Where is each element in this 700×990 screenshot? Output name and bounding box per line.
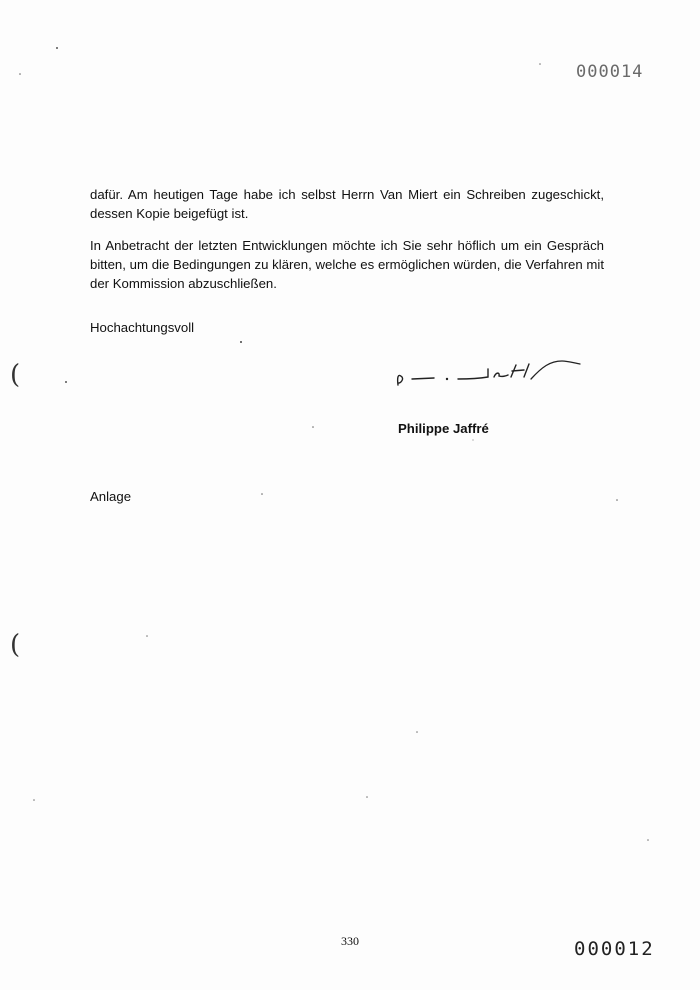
- handwritten-signature: [390, 355, 590, 400]
- body-paragraph: In Anbetracht der letzten Entwicklungen möchte ich Sie sehr höflich um ein Gespräch bitten, um die Bedingungen zu klären, welche es ermöglichen würden, die Verfahren mit der Kommission abzuschließen.: [90, 238, 604, 291]
- page-stamp-top: 000014: [576, 62, 644, 82]
- enclosure-label: Anlage: [90, 489, 132, 504]
- page-stamp-bottom: 000012: [574, 938, 655, 960]
- body-paragraph: dafür. Am heutigen Tage habe ich selbst Herrn Van Miert ein Schreiben zugeschickt, dessen Kopie beigefügt ist.: [90, 187, 604, 221]
- closing-salutation: Hochachtungsvoll: [90, 320, 195, 335]
- margin-bracket-mark: (: [10, 630, 21, 660]
- margin-bracket-mark: (: [10, 360, 21, 390]
- sender-name: Philippe Jaffré: [398, 421, 489, 436]
- page-number: 330: [341, 934, 359, 948]
